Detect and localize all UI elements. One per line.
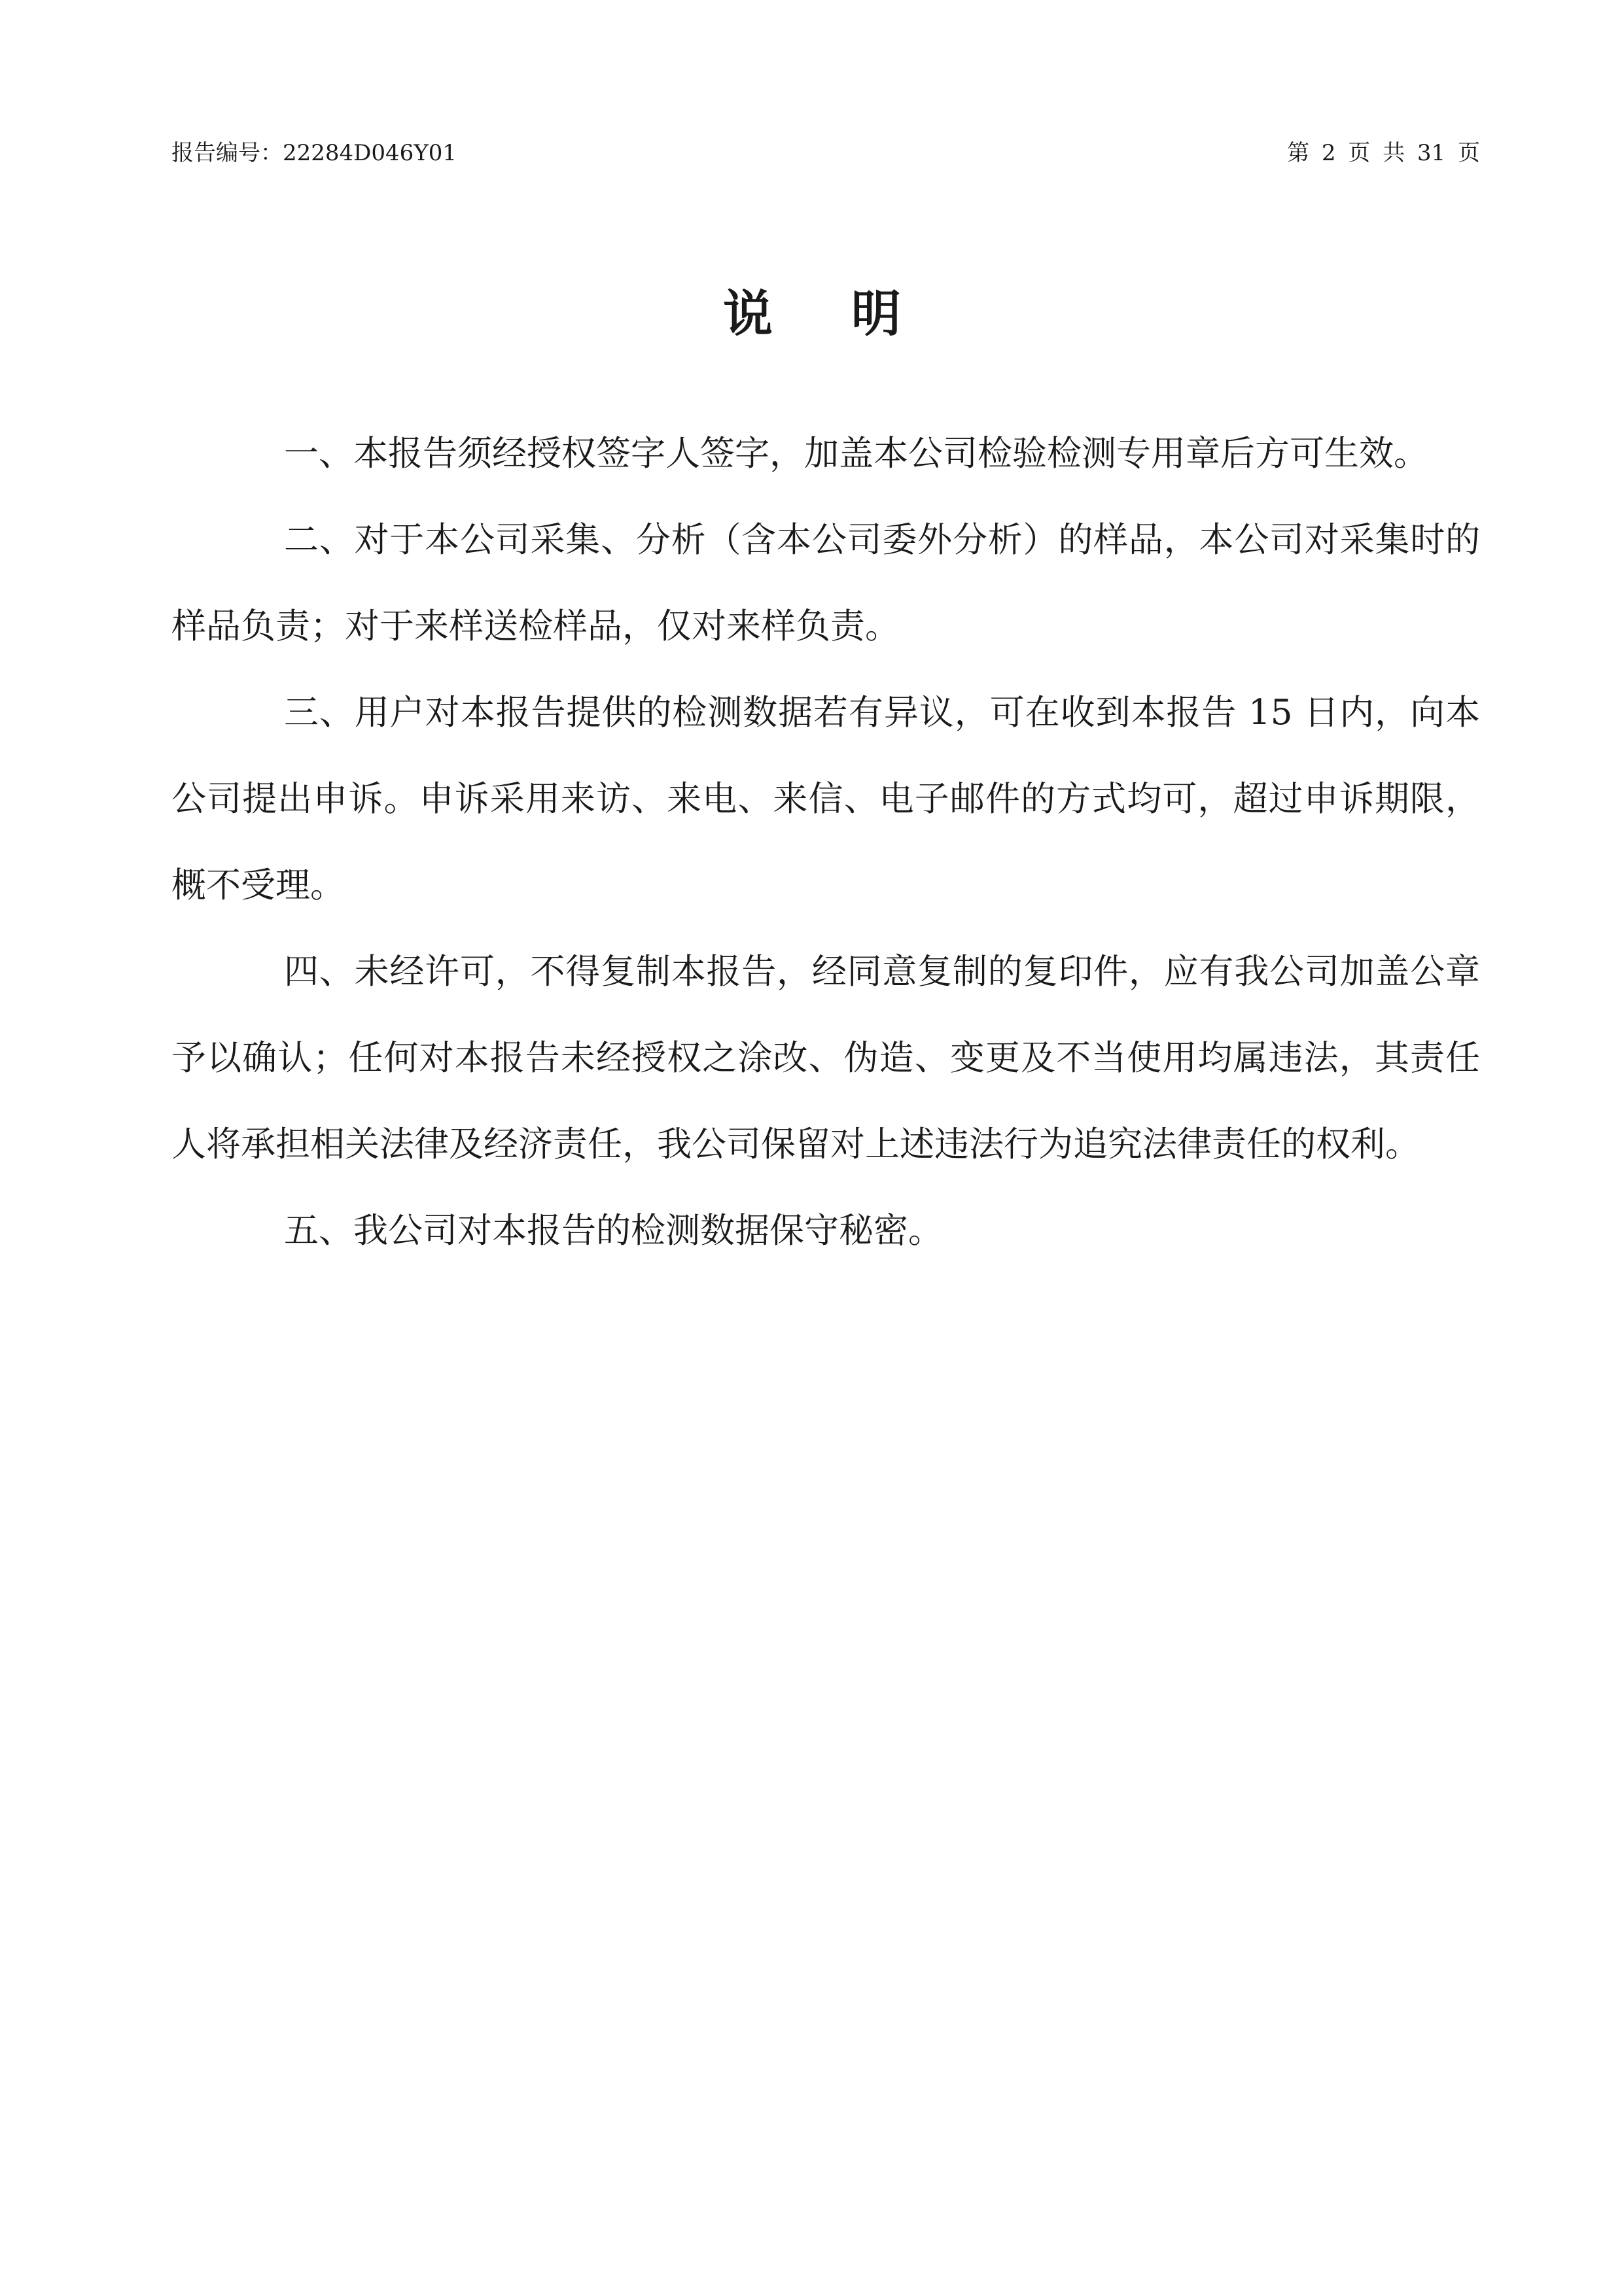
statement-paragraph-3: 三、用户对本报告提供的检测数据若有异议，可在收到本报告 15 日内，向本公司提出申诉。申诉采用来访、来电、来信、电子邮件的方式均可，超过申诉期限，概不受理。	[171, 693, 1480, 905]
report-number: 报告编号：22284D046Y01	[171, 140, 457, 166]
statement-paragraph-4: 四、未经许可，不得复制本报告，经同意复制的复印件，应有我公司加盖公章予以确认；任何对本报告未经授权之涂改、伪造、变更及不当使用均属违法，其责任人将承担相关法律及经济责任，我公司保留对上述违法行为追究法律责任的权利。	[171, 952, 1480, 1164]
statement-paragraph-1: 一、本报告须经授权签字人签字，加盖本公司检验检测专用章后方可生效。	[284, 434, 1428, 474]
page-title: 说明	[723, 285, 980, 343]
statement-paragraph-2: 二、对于本公司采集、分析（含本公司委外分析）的样品，本公司对采集时的样品负责；对于来样送检样品，仅对来样负责。	[171, 520, 1480, 646]
page-indicator: 第 2 页 共 31 页	[1287, 140, 1480, 166]
statement-body	[171, 411, 1480, 1274]
statement-paragraph-5: 五、我公司对本报告的检测数据保守秘密。	[284, 1211, 943, 1251]
